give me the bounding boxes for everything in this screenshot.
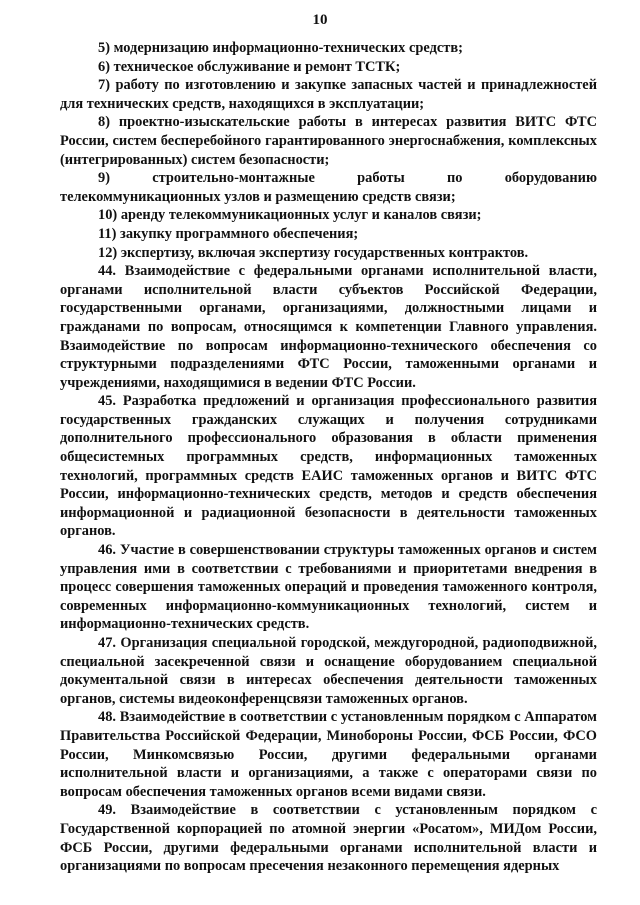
list-item: 5) модернизацию информационно-технических средств; <box>98 40 463 56</box>
paragraph-48: 48. Взаимодействие в соответствии с установленным порядком с Аппаратом Правительства Российской Федерации, Минобороны России, ФСБ России, ФСО России, Минкомсвязью России, другими федеральными органами исполнительной власти и организациями, а также с операторами связи по вопросам обеспечения таможенных органов всеми видами связи. <box>60 709 597 800</box>
list-item: 10) аренду телекоммуникационных услуг и каналов связи; <box>98 207 482 224</box>
list-item: 9) строительно-монтажные работы по оборудованию телекоммуникационных узлов и размещению средств связи; <box>60 170 597 205</box>
paragraph-46: 46. Участие в совершенствовании структуры таможенных органов и систем управления ими в соответствии с требованиями и приоритетами внедрения в процесс совершения таможенных операций и проведения таможенного контроля, современных информационно-коммуникационных технологий, систем и информационно-технических средств. <box>60 542 597 633</box>
list-item: 6) техническое обслуживание и ремонт ТСТК; <box>98 58 401 75</box>
list-item: 7) работу по изготовлению и закупке запасных частей и принадлежностей для технических средств, находящихся в эксплуатации; <box>60 77 597 112</box>
paragraph-45: 45. Разработка предложений и организация профессионального развития государственных гражданских служащих и получения сотрудниками дополнительного профессионального образования в области применения общесистемных программных средств, информационных таможенных технологий, программных средств ЕАИС таможенных органов и ВИТС ФТС России, информационно-технических средств, методов и средств обеспечения информационной и радиационной безопасности в деятельности таможенных органов. <box>60 393 597 540</box>
page-number: 10 <box>312 12 328 28</box>
document-body <box>60 39 597 876</box>
paragraph-49: 49. Взаимодействие в соответствии с установленным порядком с Государственной корпорацией по атомной энергии «Росатом», МИДом России, ФСБ России, другими федеральными органами исполнительной власти и организациями по вопросам пресечения незаконного перемещения ядерных <box>60 802 597 875</box>
paragraph-44: 44. Взаимодействие с федеральными органами исполнительной власти, органами исполнительной власти субъектов Российской Федерации, государственными органами, организациями, должностными лицами и гражданами по вопросам, относящимся к компетенции Главного управления. Взаимодействие по вопросам информационно-технического обеспечения со структурными подразделениями ФТС России, таможенными органами и учреждениями, находящимися в ведении ФТС России. <box>60 263 597 391</box>
list-item: 12) экспертизу, включая экспертизу государственных контрактов. <box>98 244 529 261</box>
list-item: 11) закупку программного обеспечения; <box>98 225 359 242</box>
list-item: 8) проектно-изыскательские работы в интересах развития ВИТС ФТС России, систем бесперебойного гарантированного энергоснабжения, комплексных (интегрированных) систем безопасности; <box>60 114 597 168</box>
paragraph-47: 47. Организация специальной городской, междугородной, радиоподвижной, специальной засекреченной связи и оснащение оборудованием специальной документальной связи в интересах обеспечения деятельности таможенных органов, системы видеоконференцсвязи таможенных органов. <box>60 635 597 707</box>
